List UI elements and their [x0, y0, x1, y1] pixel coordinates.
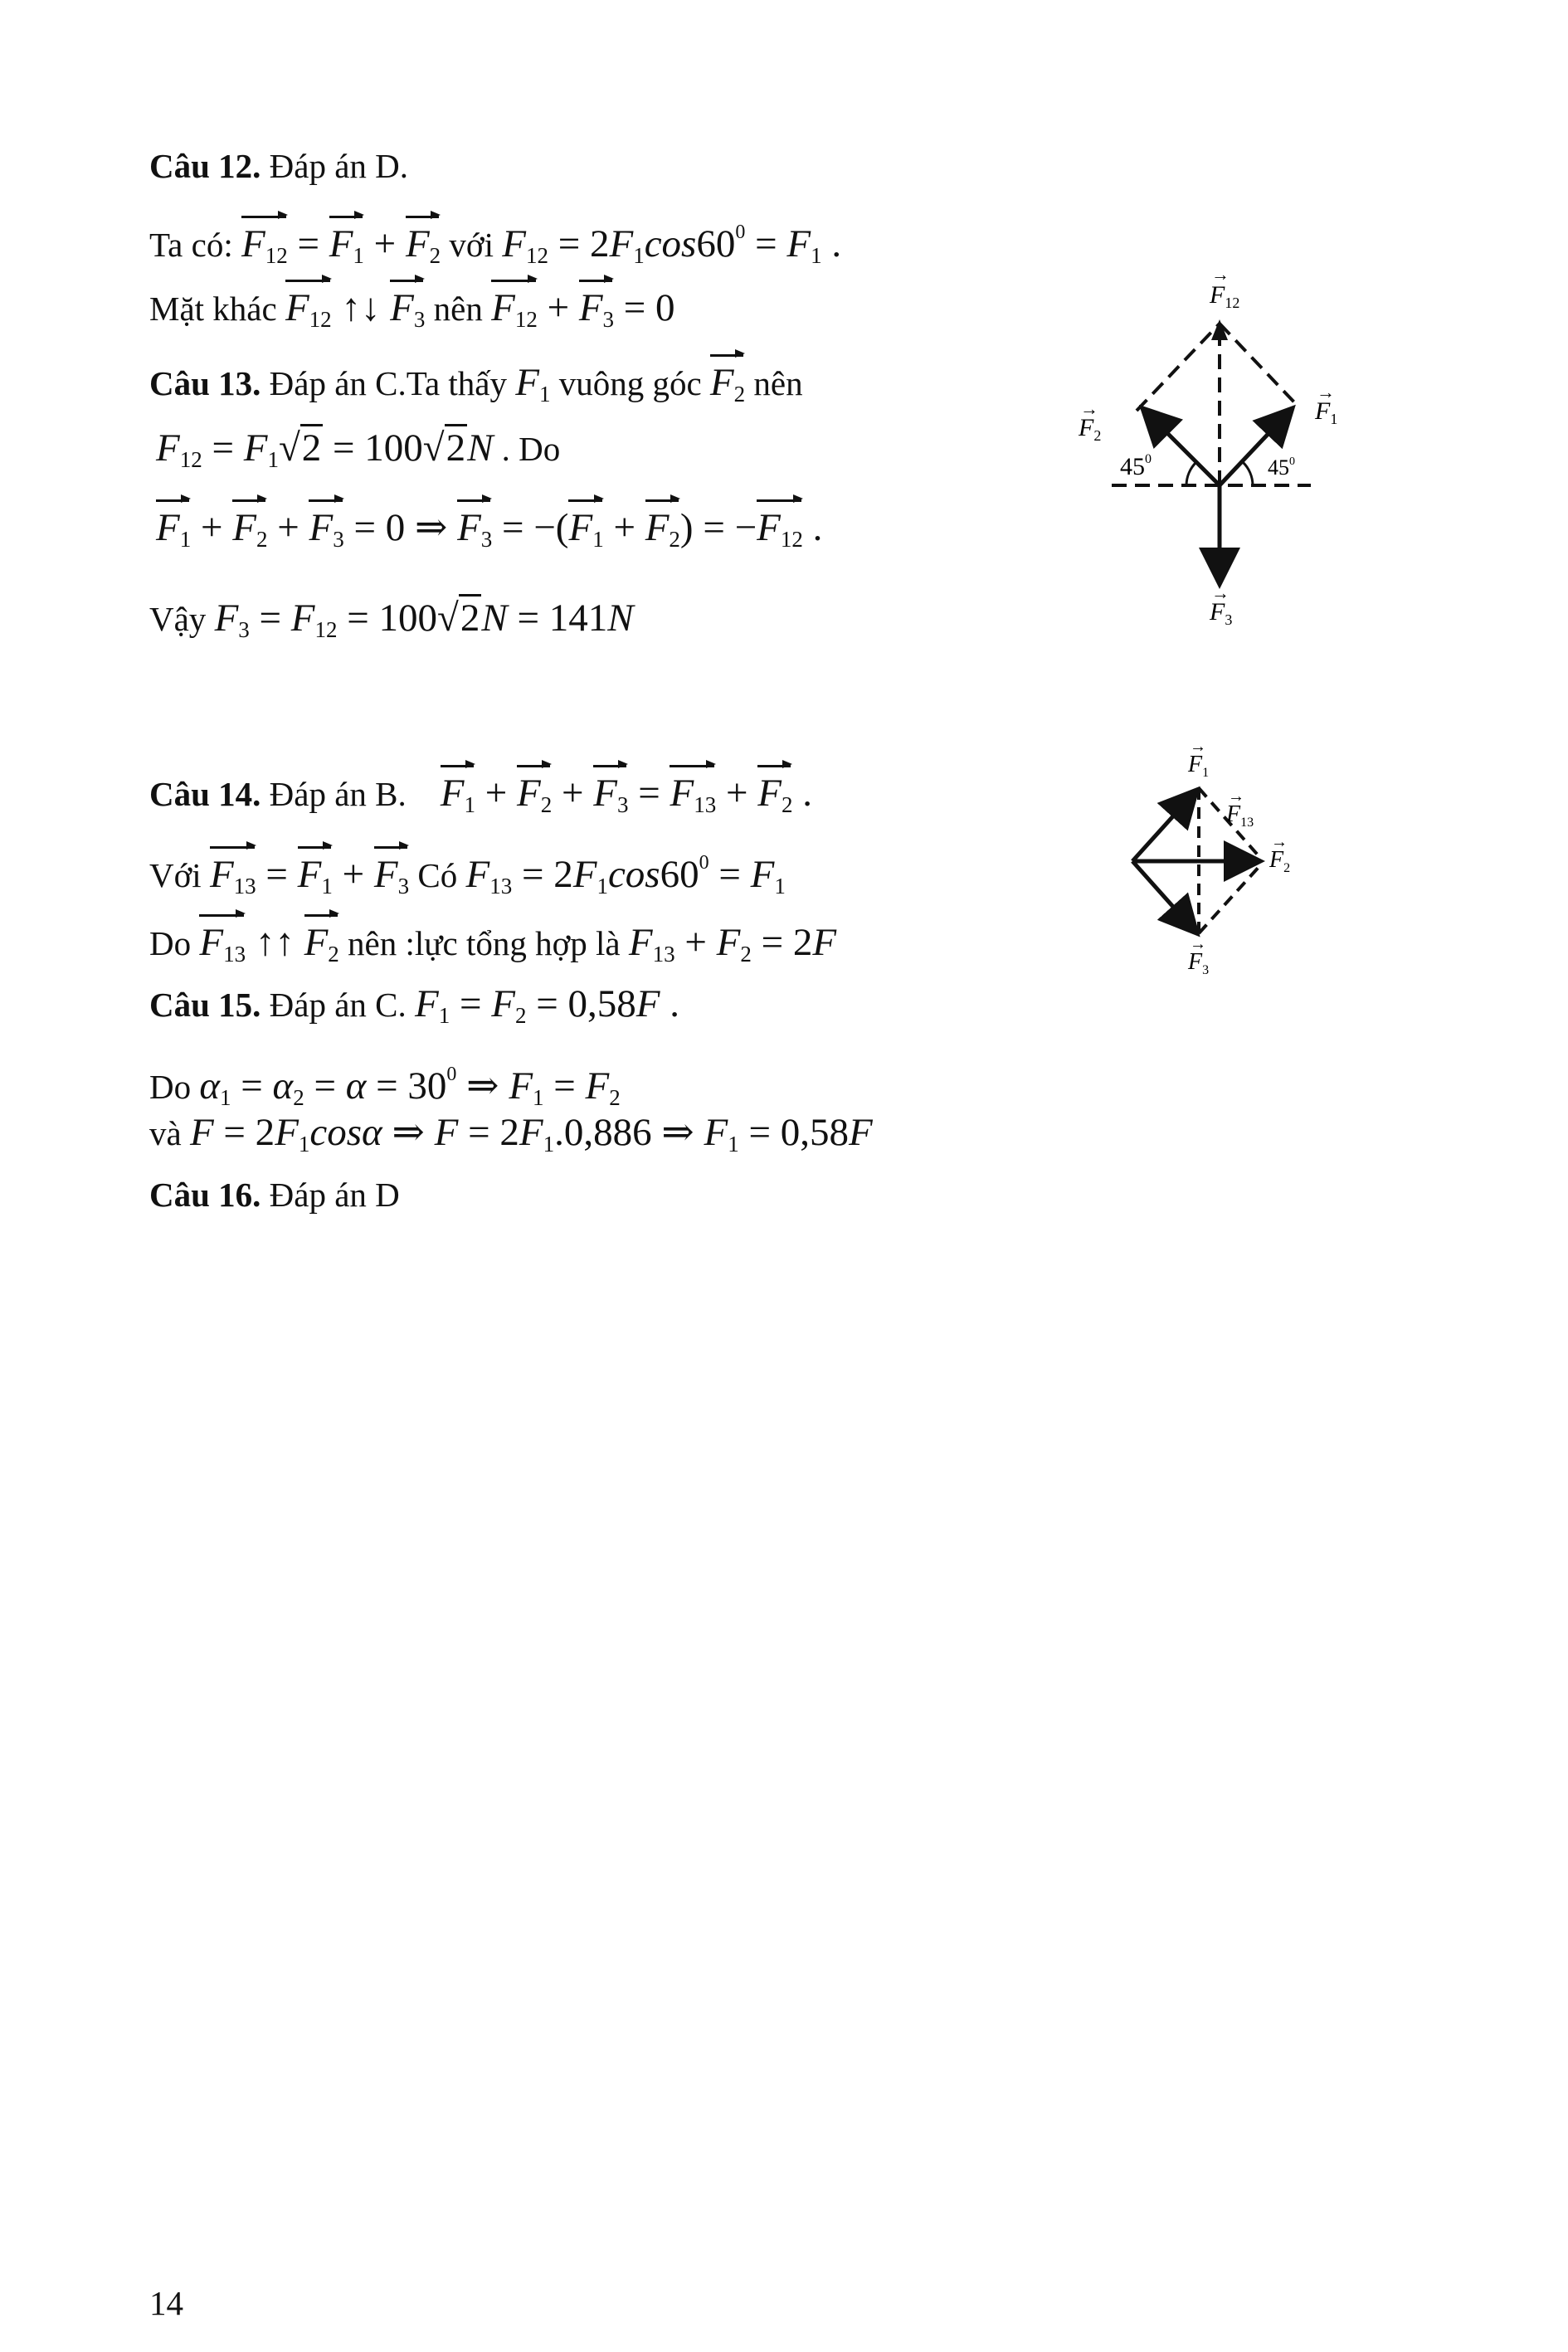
q15-equation1: $F_1 = F_2 = 0,58F$ . [415, 982, 679, 1028]
q12-heading [149, 141, 408, 191]
dashed-edge [1199, 864, 1261, 933]
vector-arrow-mark: → [1317, 382, 1335, 402]
q16-title: Câu 16. [149, 1176, 261, 1214]
q14-heading [149, 763, 812, 830]
q13-title: Câu 13. [149, 364, 261, 402]
q12-equation2: $F_{12} = 2F_1\cos 60^0 = F_1$ . [502, 222, 842, 268]
angle-arc [1186, 462, 1196, 485]
dashed-edge [1137, 324, 1220, 411]
vector-arrow-mark: → [1190, 738, 1206, 756]
q14-f13-sum: $F_{13} = F_1 + F_3$ [210, 853, 409, 896]
text: và [149, 1114, 190, 1152]
q13-line4 [149, 593, 634, 655]
text: Do [149, 1068, 200, 1106]
text: Do [149, 924, 200, 962]
q13-vector-equation: $F_1 + F_2 + F_3 = 0$ ⇒ $F_3 = -(F_1 + F_2) = -F_{12}$ . [156, 506, 822, 549]
q13-line3 [156, 498, 822, 564]
q15-answer: Đáp án C. [261, 986, 416, 1024]
q16-answer: Đáp án D [261, 1176, 400, 1214]
label-f1: $F_1$ [1315, 397, 1338, 427]
q15-line3 [149, 1108, 873, 1169]
label-f2: $F_2$ [1269, 847, 1291, 875]
page-number: 14 [149, 2284, 183, 2322]
text: Ta có: [149, 226, 241, 264]
q14-result: $F_{13} + F_2 = 2F$ [628, 921, 837, 967]
angle-label-left: $45^0$ [1120, 452, 1152, 480]
f3-vector [1132, 861, 1195, 931]
q12-line1 [149, 207, 841, 280]
label-f2: $F_2$ [1079, 414, 1102, 444]
q14-line3 [149, 913, 836, 979]
q14-parallel: $F_{13}$ ↑↑ $F_2$ [199, 921, 338, 964]
text: Mặt khác [149, 290, 285, 328]
q13-heading [149, 353, 803, 419]
q14-title: Câu 14. [149, 775, 261, 813]
q15-title: Câu 15. [149, 986, 261, 1024]
text: Có [417, 856, 466, 894]
vector-arrow-mark: → [1271, 833, 1288, 851]
angle-arc [1243, 462, 1253, 485]
q14-answer: Đáp án B. [261, 775, 407, 813]
vector-arrow-mark: → [1211, 264, 1230, 285]
label-f3: $F_3$ [1210, 598, 1233, 628]
text: nên [433, 290, 492, 328]
vector-arrow-mark: → [1190, 935, 1206, 953]
q16-heading [149, 1170, 400, 1220]
text: nên :lực tổng hợp là [348, 924, 629, 962]
q15-angles: $\alpha_1 = \alpha_2 = \alpha = 30^0$ ⇒ $F_1 = F_2$ [199, 1064, 621, 1110]
f1-vector [1132, 792, 1195, 861]
f2-vector [1145, 411, 1220, 485]
q13-f2-vec: $F_2$ [710, 361, 745, 404]
q13-answer: Đáp án C.Ta thấy [261, 364, 516, 402]
q12-line2 [149, 278, 675, 344]
text: với [449, 226, 503, 264]
angle-label-right: $45^0$ [1268, 455, 1295, 480]
q12-antiparallel: $F_{12}$ ↑↓ $F_3$ [285, 286, 425, 329]
q12-answer: Đáp án D. [261, 147, 409, 185]
vector-arrow-mark: → [1080, 398, 1098, 419]
text: . Do [501, 430, 561, 468]
text: nên [753, 364, 803, 402]
label-f1: $F_1$ [1188, 752, 1210, 780]
label-f12: $F_{12}$ [1210, 281, 1240, 311]
q15-heading [149, 979, 679, 1040]
q13-line2 [156, 423, 560, 485]
q15-result: $F = 2F_1\cos\alpha$ ⇒ $F = 2F_1.0,886$ ⇒ $F_1 = 0,58F$ [189, 1111, 873, 1157]
q14-f13-magnitude: $F_{13} = 2F_1\cos 60^0 = F_1$ [465, 852, 786, 898]
text: vuông góc [558, 364, 710, 402]
vector-arrow-mark: → [1228, 787, 1244, 806]
q12-vector-equation: $F_{12} = F_1 + F_2$ [241, 222, 441, 265]
q14-line2 [149, 838, 786, 911]
q13-result: $F_3 = F_{12} = 100√2N = 141N$ [215, 597, 634, 640]
q13-f1: $F_1$ [515, 361, 551, 407]
q12-sum-zero: $F_{12} + F_3 = 0$ [491, 286, 674, 329]
dashed-edge [1220, 324, 1297, 405]
label-f3: $F_3$ [1188, 949, 1210, 977]
vector-arrow-mark: → [1211, 582, 1230, 603]
q12-title: Câu 12. [149, 147, 261, 185]
force-diagram-1 [1062, 257, 1369, 639]
q13-magnitude: $F_{12} = F_1√2 = 100√2N$ [156, 426, 493, 470]
force-diagram-2 [1112, 738, 1311, 987]
q14-vector-equation: $F_1 + F_2 + F_3 = F_{13} + F_2$ . [441, 772, 812, 815]
label-f13: $F_{13}$ [1226, 801, 1254, 830]
text: Vậy [149, 600, 215, 638]
text: Với [149, 856, 210, 894]
